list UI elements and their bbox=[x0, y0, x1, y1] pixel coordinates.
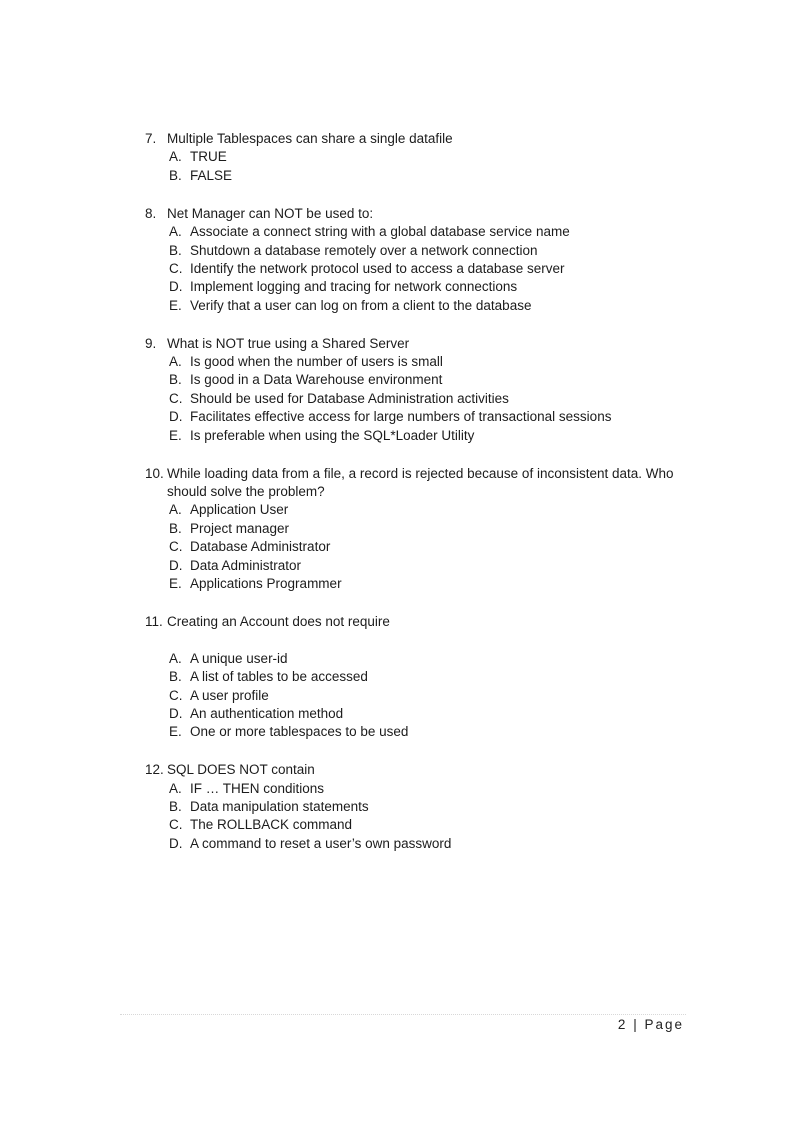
option-letter: B. bbox=[169, 799, 182, 815]
option-list bbox=[169, 501, 705, 593]
option-letter: A. bbox=[169, 650, 182, 666]
question-number: 8. bbox=[145, 205, 157, 221]
footer-separator: | bbox=[633, 1017, 639, 1032]
option-text: Is preferable when using the SQL*Loader Utility bbox=[190, 427, 475, 443]
footer-divider bbox=[120, 1014, 686, 1015]
option-text: An authentication method bbox=[190, 705, 344, 721]
question-12 bbox=[145, 761, 705, 853]
option-text: IF … THEN conditions bbox=[190, 780, 325, 796]
option-text: Should be used for Database Administration activities bbox=[190, 390, 509, 406]
option-letter: B. bbox=[169, 242, 182, 258]
option-text: Shutdown a database remotely over a network connection bbox=[190, 242, 538, 258]
page-number: 2 bbox=[617, 1017, 628, 1032]
option-text: The ROLLBACK command bbox=[190, 817, 353, 833]
option-letter: E. bbox=[169, 724, 182, 740]
question-10 bbox=[145, 465, 705, 594]
question-11 bbox=[145, 613, 705, 742]
option-text: TRUE bbox=[190, 149, 227, 165]
question-number: 10. bbox=[145, 465, 164, 481]
question-text: SQL DOES NOT contain bbox=[167, 762, 315, 778]
option-item bbox=[169, 780, 705, 798]
option-list bbox=[169, 780, 705, 854]
option-text: Project manager bbox=[190, 520, 290, 536]
option-letter: E. bbox=[169, 576, 182, 592]
option-item bbox=[169, 260, 705, 278]
option-text: Associate a connect string with a global database service name bbox=[190, 224, 570, 240]
option-text: Data Administrator bbox=[190, 557, 302, 573]
option-item bbox=[169, 242, 705, 260]
option-item bbox=[169, 575, 705, 593]
option-text: One or more tablespaces to be used bbox=[190, 724, 409, 740]
option-letter: A. bbox=[169, 224, 182, 240]
option-item bbox=[169, 835, 705, 853]
option-list bbox=[169, 353, 705, 445]
option-letter: C. bbox=[169, 687, 183, 703]
option-list bbox=[169, 148, 705, 185]
option-item bbox=[169, 427, 705, 445]
option-item bbox=[169, 816, 705, 834]
option-letter: C. bbox=[169, 817, 183, 833]
question-8 bbox=[145, 205, 705, 315]
option-item bbox=[169, 167, 705, 185]
option-text: A list of tables to be accessed bbox=[190, 669, 368, 685]
option-text: Identify the network protocol used to access a database server bbox=[190, 260, 565, 276]
option-text: Applications Programmer bbox=[190, 576, 342, 592]
option-letter: D. bbox=[169, 409, 183, 425]
question-number: 7. bbox=[145, 131, 157, 146]
option-item bbox=[169, 353, 705, 371]
option-letter: A. bbox=[169, 354, 182, 370]
option-text: A unique user-id bbox=[190, 650, 288, 666]
option-list bbox=[169, 223, 705, 315]
question-9 bbox=[145, 335, 705, 445]
question-list bbox=[145, 130, 705, 873]
option-letter: D. bbox=[169, 705, 183, 721]
question-number: 11. bbox=[145, 613, 163, 629]
option-item bbox=[169, 278, 705, 296]
page-footer bbox=[618, 1017, 684, 1032]
option-text: Data manipulation statements bbox=[190, 799, 369, 815]
option-letter: D. bbox=[169, 557, 183, 573]
option-text: Verify that a user can log on from a client to the database bbox=[190, 297, 532, 313]
option-text: Application User bbox=[190, 502, 289, 518]
option-letter: B. bbox=[169, 167, 182, 183]
option-item bbox=[169, 520, 705, 538]
option-letter: C. bbox=[169, 260, 183, 276]
page-label: Page bbox=[644, 1017, 684, 1032]
question-number: 12. bbox=[145, 762, 164, 778]
option-letter: C. bbox=[169, 390, 183, 406]
option-text: A command to reset a user’s own password bbox=[190, 835, 452, 851]
question-text: Net Manager can NOT be used to: bbox=[167, 205, 374, 221]
option-letter: E. bbox=[169, 297, 182, 313]
option-item bbox=[169, 297, 705, 315]
option-item bbox=[169, 687, 705, 705]
option-letter: B. bbox=[169, 372, 182, 388]
option-item bbox=[169, 723, 705, 741]
question-text: Multiple Tablespaces can share a single datafile bbox=[167, 131, 453, 146]
option-item bbox=[169, 223, 705, 241]
option-letter: B. bbox=[169, 520, 182, 536]
option-text: Is good in a Data Warehouse environment bbox=[190, 372, 443, 388]
option-text: Is good when the number of users is small bbox=[190, 354, 443, 370]
option-text: Facilitates effective access for large numbers of transactional sessions bbox=[190, 409, 612, 425]
option-letter: D. bbox=[169, 835, 183, 851]
option-item bbox=[169, 538, 705, 556]
option-item bbox=[169, 798, 705, 816]
question-7 bbox=[145, 130, 705, 185]
option-item bbox=[169, 705, 705, 723]
option-item bbox=[169, 148, 705, 166]
option-letter: C. bbox=[169, 539, 183, 555]
question-text: Creating an Account does not require bbox=[167, 613, 390, 629]
option-text: FALSE bbox=[190, 167, 233, 183]
option-item bbox=[169, 668, 705, 686]
option-text: A user profile bbox=[190, 687, 269, 703]
option-item bbox=[169, 371, 705, 389]
option-letter: A. bbox=[169, 149, 182, 165]
option-letter: E. bbox=[169, 427, 182, 443]
option-item bbox=[169, 408, 705, 426]
option-item bbox=[169, 557, 705, 575]
option-letter: B. bbox=[169, 669, 182, 685]
question-number: 9. bbox=[145, 335, 157, 351]
option-letter: A. bbox=[169, 502, 182, 518]
question-text: While loading data from a file, a record is rejected because of inconsistent data. Who should solve the problem? bbox=[167, 465, 674, 499]
option-item bbox=[169, 390, 705, 408]
option-letter: D. bbox=[169, 279, 183, 295]
option-item bbox=[169, 650, 705, 668]
option-list bbox=[169, 650, 705, 742]
option-letter: A. bbox=[169, 780, 182, 796]
option-text: Database Administrator bbox=[190, 539, 331, 555]
option-item bbox=[169, 501, 705, 519]
question-text: What is NOT true using a Shared Server bbox=[167, 335, 410, 351]
option-text: Implement logging and tracing for network connections bbox=[190, 279, 518, 295]
